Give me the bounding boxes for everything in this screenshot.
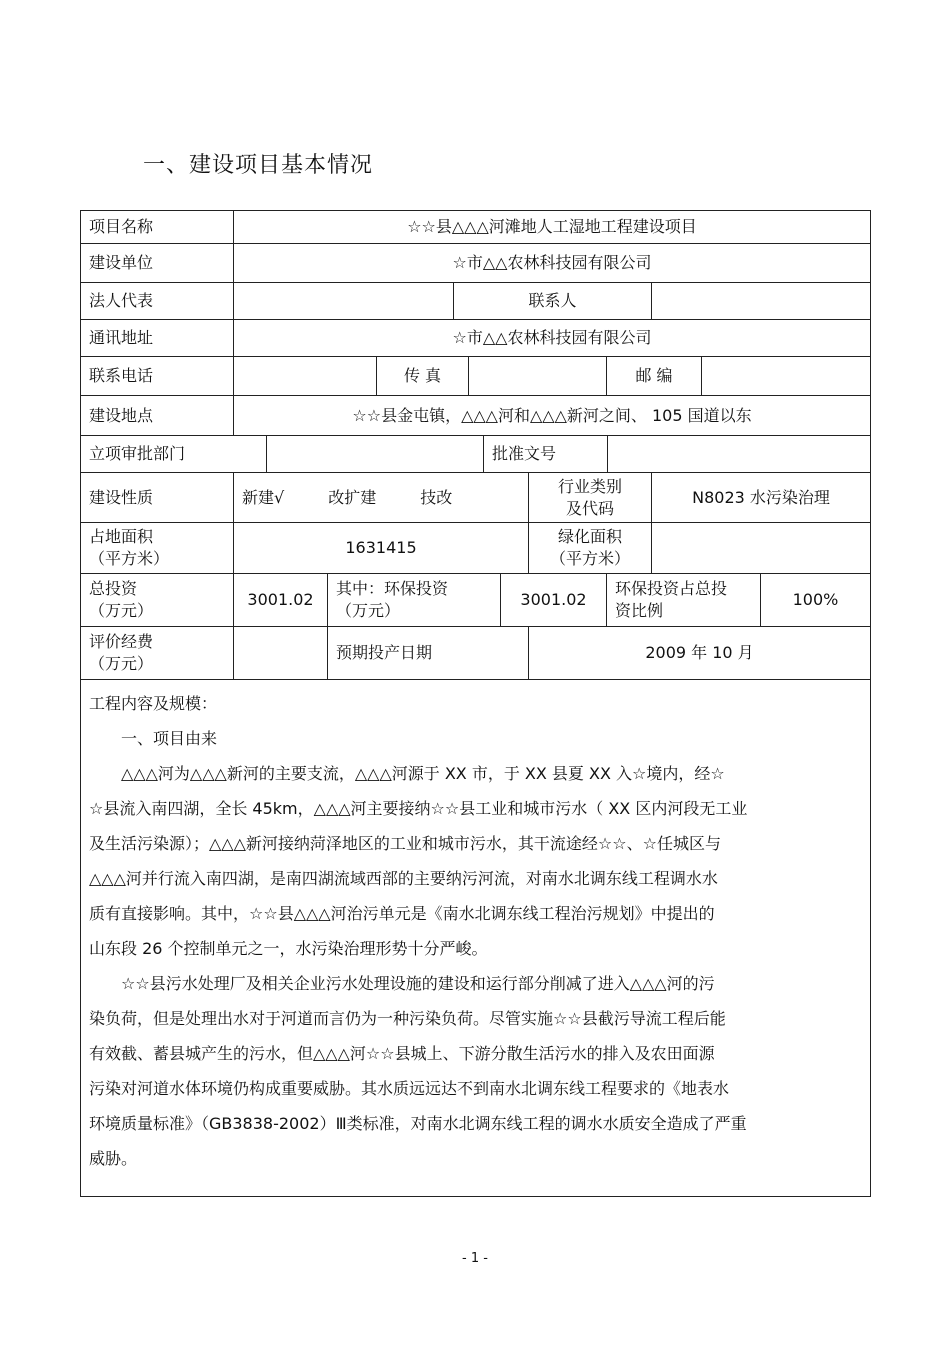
label-zip: 邮 编 [606, 356, 702, 396]
label-phone: 联系电话 [80, 356, 234, 396]
value-approval-no [607, 435, 871, 473]
value-env-investment: 3001.02 [500, 573, 607, 627]
content-heading: 工程内容及规模： [89, 694, 218, 713]
content-line: △△△河为△△△新河的主要支流，△△△河源于 XX 市，于 XX 县夏 XX 入☆境内，经☆ [121, 764, 725, 783]
label-contact: 联系人 [453, 282, 652, 320]
value-env-ratio: 100% [760, 573, 871, 627]
content-line: 质有直接影响。其中，☆☆县△△△河治污单元是《南水北调东线工程治污规划》中提出的 [89, 904, 715, 923]
content-line: △△△河并行流入南四湖，是南四湖流域西部的主要纳污河流，对南水北调东线工程调水水 [89, 869, 718, 888]
project-content-cell [80, 679, 871, 1197]
content-line: 及生活污染源）；△△△新河接纳菏泽地区的工业和城市污水，其干流途经☆☆、☆任城区与 [89, 834, 721, 853]
nature-option-new: 新建√ [242, 487, 285, 507]
content-line: 威胁。 [89, 1149, 138, 1168]
label-builder: 建设单位 [80, 243, 234, 283]
value-builder: ☆市△△农林科技园有限公司 [233, 243, 871, 283]
value-location: ☆☆县金屯镇，△△△河和△△△新河之间、 105 国道以东 [233, 395, 871, 436]
label-legal-rep: 法人代表 [80, 282, 234, 320]
value-legal-rep [233, 282, 454, 320]
value-approval-dept [266, 435, 484, 473]
label-address: 通讯地址 [80, 319, 234, 357]
label-green-area: 绿化面积 （平方米） [528, 522, 652, 574]
label-assessment-fee: 评价经费 （万元） [80, 626, 234, 680]
label-project-name: 项目名称 [80, 210, 234, 244]
nature-option-expand: 改扩建 [328, 487, 377, 507]
value-project-name: ☆☆县△△△河滩地人工湿地工程建设项目 [233, 210, 871, 244]
label-industry: 行业类别 及代码 [528, 472, 652, 523]
label-nature: 建设性质 [80, 472, 234, 523]
label-fax: 传 真 [376, 356, 469, 396]
value-industry: N8023 水污染治理 [651, 472, 871, 523]
value-fax [468, 356, 607, 396]
content-line: ☆☆县污水处理厂及相关企业污水处理设施的建设和运行部分削减了进入△△△河的污 [121, 974, 715, 993]
value-zip [701, 356, 871, 396]
value-total-investment: 3001.02 [233, 573, 328, 627]
label-land-area: 占地面积 （平方米） [80, 522, 234, 574]
value-green-area [651, 522, 871, 574]
value-contact [651, 282, 871, 320]
content-line: 山东段 26 个控制单元之一，水污染治理形势十分严峻。 [89, 939, 488, 958]
content-line: 污染对河道水体环境仍构成重要威胁。其水质远远达不到南水北调东线工程要求的《地表水 [89, 1079, 730, 1098]
value-phone [233, 356, 377, 396]
value-land-area: 1631415 [233, 522, 529, 574]
value-expected-date: 2009 年 10 月 [528, 626, 871, 680]
label-approval-dept: 立项审批部门 [80, 435, 267, 473]
content-line: ☆县流入南四湖，全长 45km，△△△河主要接纳☆☆县工业和城市污水（ XX 区内河段无工业 [89, 799, 748, 818]
content-line: 环境质量标准》（GB3838-2002）Ⅲ类标准，对南水北调东线工程的调水水质安全造成了严重 [89, 1114, 747, 1133]
value-address: ☆市△△农林科技园有限公司 [233, 319, 871, 357]
label-env-investment: 其中：环保投资 （万元） [327, 573, 501, 627]
label-approval-no: 批准文号 [483, 435, 608, 473]
value-nature [233, 472, 529, 523]
label-expected-date: 预期投产日期 [327, 626, 529, 680]
nature-option-tech: 技改 [420, 487, 453, 507]
label-env-ratio: 环保投资占总投 资比例 [606, 573, 761, 627]
content-line: 染负荷，但是处理出水对于河道而言仍为一种污染负荷。尽管实施☆☆县截污导流工程后能 [89, 1009, 726, 1028]
section-heading: 一、项目由来 [121, 729, 218, 748]
content-line: 有效截、蓄县城产生的污水，但△△△河☆☆县城上、下游分散生活污水的排入及农田面源 [89, 1044, 715, 1063]
value-assessment-fee [233, 626, 328, 680]
label-location: 建设地点 [80, 395, 234, 436]
label-total-investment: 总投资 （万元） [80, 573, 234, 627]
page-title: 一、建设项目基本情况 [143, 153, 374, 178]
page-number: - 1 - [462, 1251, 488, 1266]
